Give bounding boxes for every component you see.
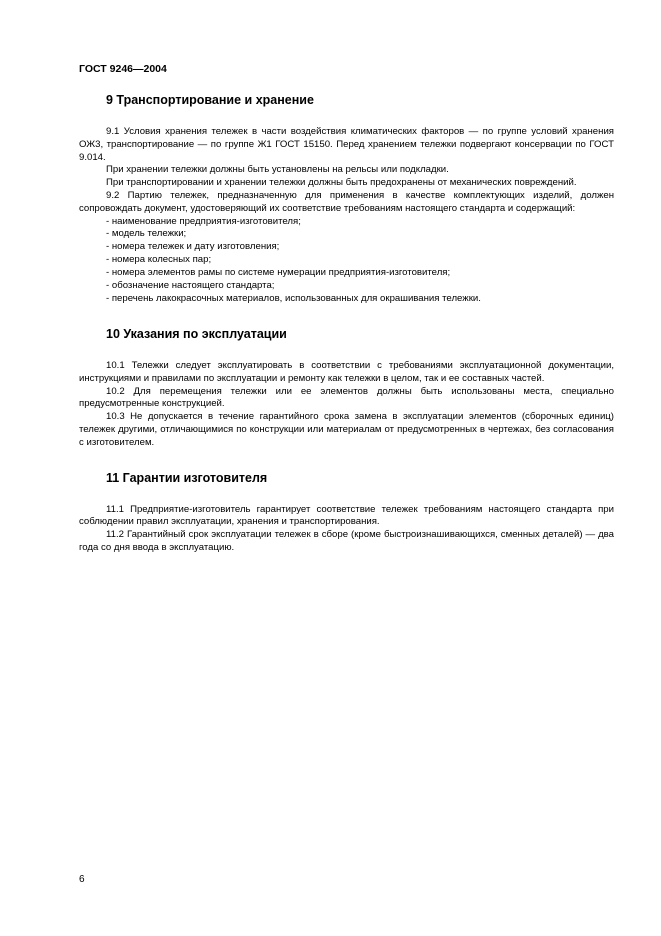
section-title: 9 Транспортирование и хранение (106, 93, 314, 107)
section-transport-storage (79, 92, 614, 306)
list-item: - номера тележек и дату изготовления; (106, 241, 280, 253)
paragraph: 10.3 Не допускается в течение гарантийного срока замена в эксплуатации элементов (сборочных единиц) тележек другими, отличающимися по конструкции или материалам от предусмотренных в чертежах, без согласования с изготовителем. (79, 411, 614, 448)
section-spacer (79, 306, 614, 326)
paragraph: 9.2 Партию тележек, предназначенную для применения в качестве комплектующих изделий, должен сопровождать документ, удостоверяющий их соответствие требованиям настоящего стандарта и содержащий: (79, 189, 614, 214)
list-item: - наименование предприятия-изготовителя; (106, 215, 301, 227)
section-warranty (79, 470, 614, 555)
section-spacer (79, 450, 614, 470)
section-title: 10 Указания по эксплуатации (106, 326, 287, 341)
paragraph: 9.1 Условия хранения тележек в части воздействия климатических факторов — по группе условий хранения ОЖ3, транспортирование — по группе Ж1 ГОСТ 15150. Перед хранением тележки подвергают консервации по ГОСТ 9.014. (79, 126, 614, 163)
paragraph: При хранении тележки должны быть установлены на рельсы или подкладки. (106, 164, 449, 176)
standard-code: ГОСТ 9246—2004 (79, 63, 167, 75)
list-item: - обозначение настоящего стандарта; (106, 280, 275, 292)
list-item: - перечень лакокрасочных материалов, использованных для окрашивания тележки. (106, 293, 481, 305)
paragraph: При транспортировании и хранении тележки должны быть предохранены от механических повреждений. (106, 177, 577, 189)
section-title: 11 Гарантии изготовителя (106, 470, 268, 485)
paragraph: 10.1 Тележки следует эксплуатировать в соответствии с требованиями эксплуатационной документации, инструкциями и правилами по эксплуатации и ремонту как тележки в целом, так и ее составных частей. (79, 359, 614, 384)
paragraph: 11.1 Предприятие-изготовитель гарантирует соответствие тележек требованиям настоящего стандарта при соблюдении правил эксплуатации, хранения и транспортирования. (79, 503, 614, 528)
paragraph: 10.2 Для перемещения тележки или ее элементов должны быть использованы места, специально предусмотренные конструкцией. (79, 385, 614, 410)
paragraph: 11.2 Гарантийный срок эксплуатации тележек в сборе (кроме быстроизнашивающихся, сменных деталей) — два года со дня ввода в эксплуатацию. (79, 529, 614, 553)
list-item: - номера элементов рамы по системе нумерации предприятия-изготовителя; (106, 267, 451, 279)
list-item: - модель тележки; (106, 228, 187, 240)
page-number: 6 (79, 874, 85, 885)
document-body (79, 92, 614, 555)
list-item: - номера колесных пар; (106, 254, 212, 266)
requirements-list (79, 216, 614, 306)
section-operation (79, 326, 614, 450)
